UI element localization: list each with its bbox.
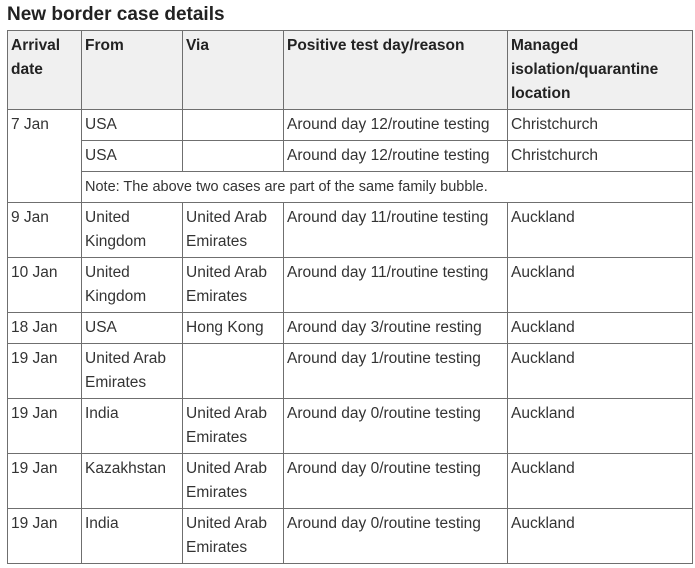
cell-from: United Kingdom [82,203,183,258]
cell-via [183,344,284,399]
table-row [8,110,693,141]
note-row [8,172,693,203]
table-header [8,31,693,110]
cell-location: Auckland [508,313,693,344]
table-row [8,313,693,344]
cell-arrival: 7 Jan [8,110,82,203]
header-row [8,31,693,110]
cell-location: Auckland [508,399,693,454]
cell-via: Hong Kong [183,313,284,344]
cell-arrival: 10 Jan [8,258,82,313]
cell-via: United Arab Emirates [183,258,284,313]
border-cases-table [7,30,693,564]
cell-via: United Arab Emirates [183,203,284,258]
cell-via: United Arab Emirates [183,454,284,509]
cell-from: USA [82,110,183,141]
cell-reason: Around day 3/routine resting [284,313,508,344]
cell-via [183,141,284,172]
table-title: New border case details [7,4,225,25]
cell-arrival: 19 Jan [8,454,82,509]
table-row [8,344,693,399]
cell-reason: Around day 0/routine testing [284,509,508,564]
cell-location: Auckland [508,258,693,313]
cell-from: India [82,509,183,564]
cell-location: Auckland [508,509,693,564]
cell-location: Auckland [508,203,693,258]
table-row [8,509,693,564]
cell-reason: Around day 12/routine testing [284,141,508,172]
cell-reason: Around day 0/routine testing [284,399,508,454]
table-row [8,203,693,258]
cell-arrival: 19 Jan [8,344,82,399]
cell-arrival: 19 Jan [8,399,82,454]
cell-via: United Arab Emirates [183,399,284,454]
cell-location: Auckland [508,344,693,399]
cell-reason: Around day 11/routine testing [284,258,508,313]
cell-reason: Around day 11/routine testing [284,203,508,258]
header-from: From [82,31,183,110]
cell-from: United Kingdom [82,258,183,313]
header-arrival-date: Arrival date [8,31,82,110]
cell-from: India [82,399,183,454]
table-row [8,454,693,509]
table-row [8,399,693,454]
cell-location: Auckland [508,454,693,509]
cell-via [183,110,284,141]
cell-from: United Arab Emirates [82,344,183,399]
cell-location: Christchurch [508,110,693,141]
cell-arrival: 18 Jan [8,313,82,344]
family-bubble-note: Note: The above two cases are part of the same family bubble. [82,172,693,203]
table-body [8,110,693,564]
cell-from: USA [82,141,183,172]
cell-from: USA [82,313,183,344]
cell-reason: Around day 0/routine testing [284,454,508,509]
cell-via: United Arab Emirates [183,509,284,564]
cell-arrival: 19 Jan [8,509,82,564]
cell-arrival: 9 Jan [8,203,82,258]
cell-reason: Around day 1/routine testing [284,344,508,399]
cell-from: Kazakhstan [82,454,183,509]
cell-location: Christchurch [508,141,693,172]
header-via: Via [183,31,284,110]
cell-reason: Around day 12/routine testing [284,110,508,141]
table-row [8,258,693,313]
table-row [8,141,693,172]
header-positive-test: Positive test day/reason [284,31,508,110]
header-location: Managed isolation/quarantine location [508,31,693,110]
